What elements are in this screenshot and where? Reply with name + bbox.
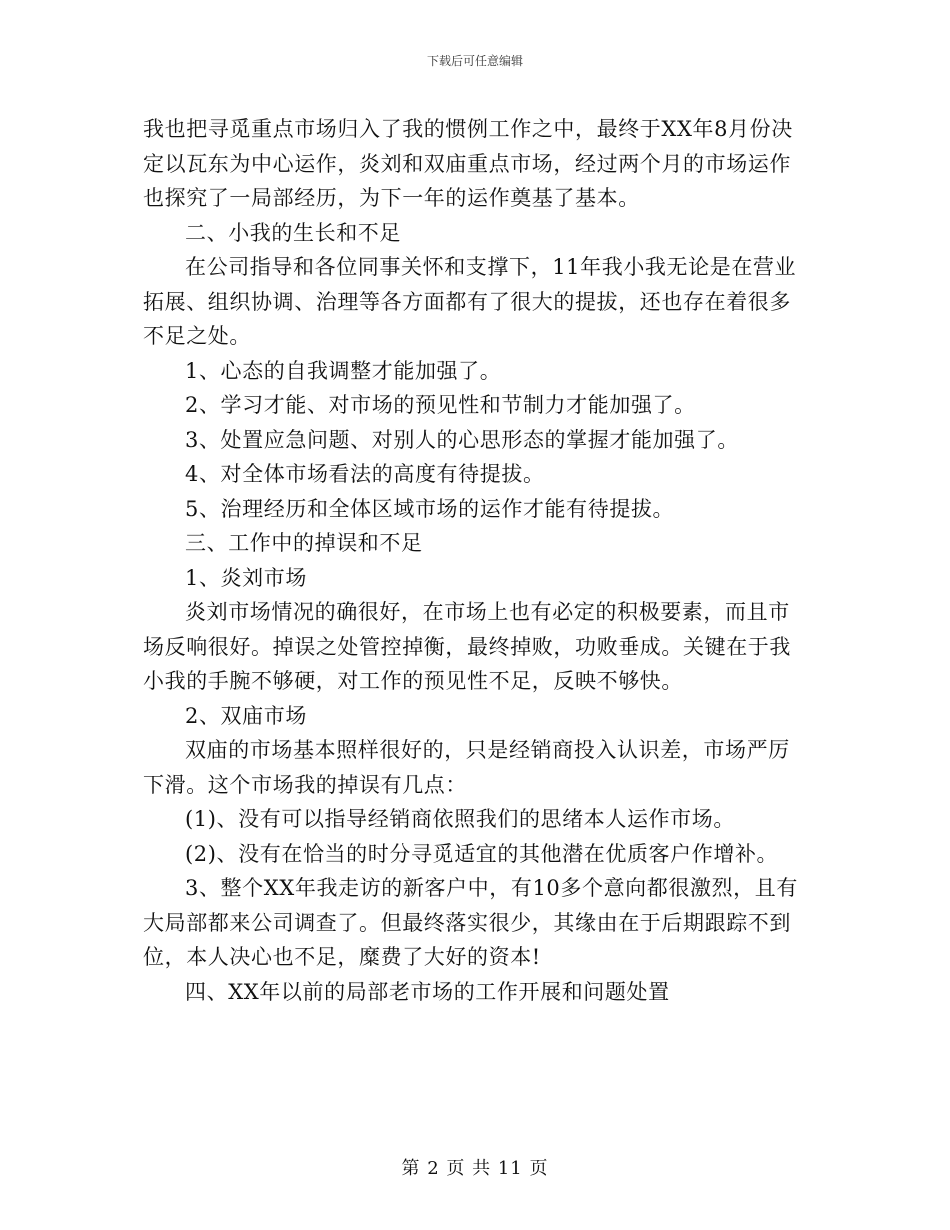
text-line: 场反响很好。掉误之处管控掉衡，最终掉败，功败垂成。关键在于我 xyxy=(143,634,791,659)
text-line: 2、双庙市场 xyxy=(185,703,307,728)
text-line: 4、对全体市场看法的高度有待提拔。 xyxy=(185,462,545,486)
text-line: 四、XX年以前的局部老市场的工作开展和问题处置 xyxy=(185,979,670,1004)
page-header: 下载后可任意编辑 xyxy=(426,54,523,68)
text-line: 大局部都来公司调查了。但最终落实很少，其缘由在于后期跟踪不到 xyxy=(143,910,791,935)
document-body xyxy=(143,112,807,1009)
text-line: 在公司指导和各位同事关怀和支撑下，11年我小我无论是在营业 xyxy=(185,255,797,279)
text-line: 1、炎刘市场 xyxy=(185,565,307,590)
text-line: (2)、没有在恰当的时分寻觅适宜的其他潜在优质客户作增补。 xyxy=(185,841,779,866)
text-line: 5、治理经历和全体区域市场的运作才能有待提拔。 xyxy=(185,496,675,521)
text-line: 双庙的市场基本照样很好的，只是经销商投入认识差，市场严厉 xyxy=(185,738,790,762)
text-line: 炎刘市场情况的确很好，在市场上也有必定的积极要素，而且市 xyxy=(185,600,790,624)
text-line: 也探究了一局部经历，为下一年的运作奠基了基本。 xyxy=(143,186,640,210)
text-line: 下滑。这个市场我的掉误有几点： xyxy=(143,772,467,797)
text-line: 三、工作中的掉误和不足 xyxy=(185,531,423,555)
text-line: (1)、没有可以指导经销商依照我们的思绪本人运作市场。 xyxy=(185,807,735,831)
text-line: 2、学习才能、对市场的预见性和节制力才能加强了。 xyxy=(185,393,696,417)
text-line: 1、心态的自我调整才能加强了。 xyxy=(185,358,502,383)
text-line: 我也把寻觅重点市场归入了我的惯例工作之中，最终于XX年8月份决 xyxy=(143,117,793,141)
text-line: 不足之处。 xyxy=(143,324,251,348)
text-line: 定以瓦东为中心运作，炎刘和双庙重点市场，经过两个月的市场运作 xyxy=(143,151,791,176)
page-number-footer: 第 2 页 共 11 页 xyxy=(401,1158,549,1179)
text-line: 拓展、组织协调、治理等各方面都有了很大的提拔，还也存在着很多 xyxy=(143,289,791,314)
text-line: 位，本人决心也不足，糜费了大好的资本! xyxy=(143,945,541,969)
text-line: 二、小我的生长和不足 xyxy=(185,220,401,245)
text-line: 小我的手腕不够硬，对工作的预见性不足，反映不够快。 xyxy=(143,669,683,693)
text-line: 3、整个XX年我走访的新客户中，有10多个意向都很激烈，且有 xyxy=(185,876,798,900)
text-line: 3、处置应急问题、对别人的心思形态的掌握才能加强了。 xyxy=(185,427,739,452)
